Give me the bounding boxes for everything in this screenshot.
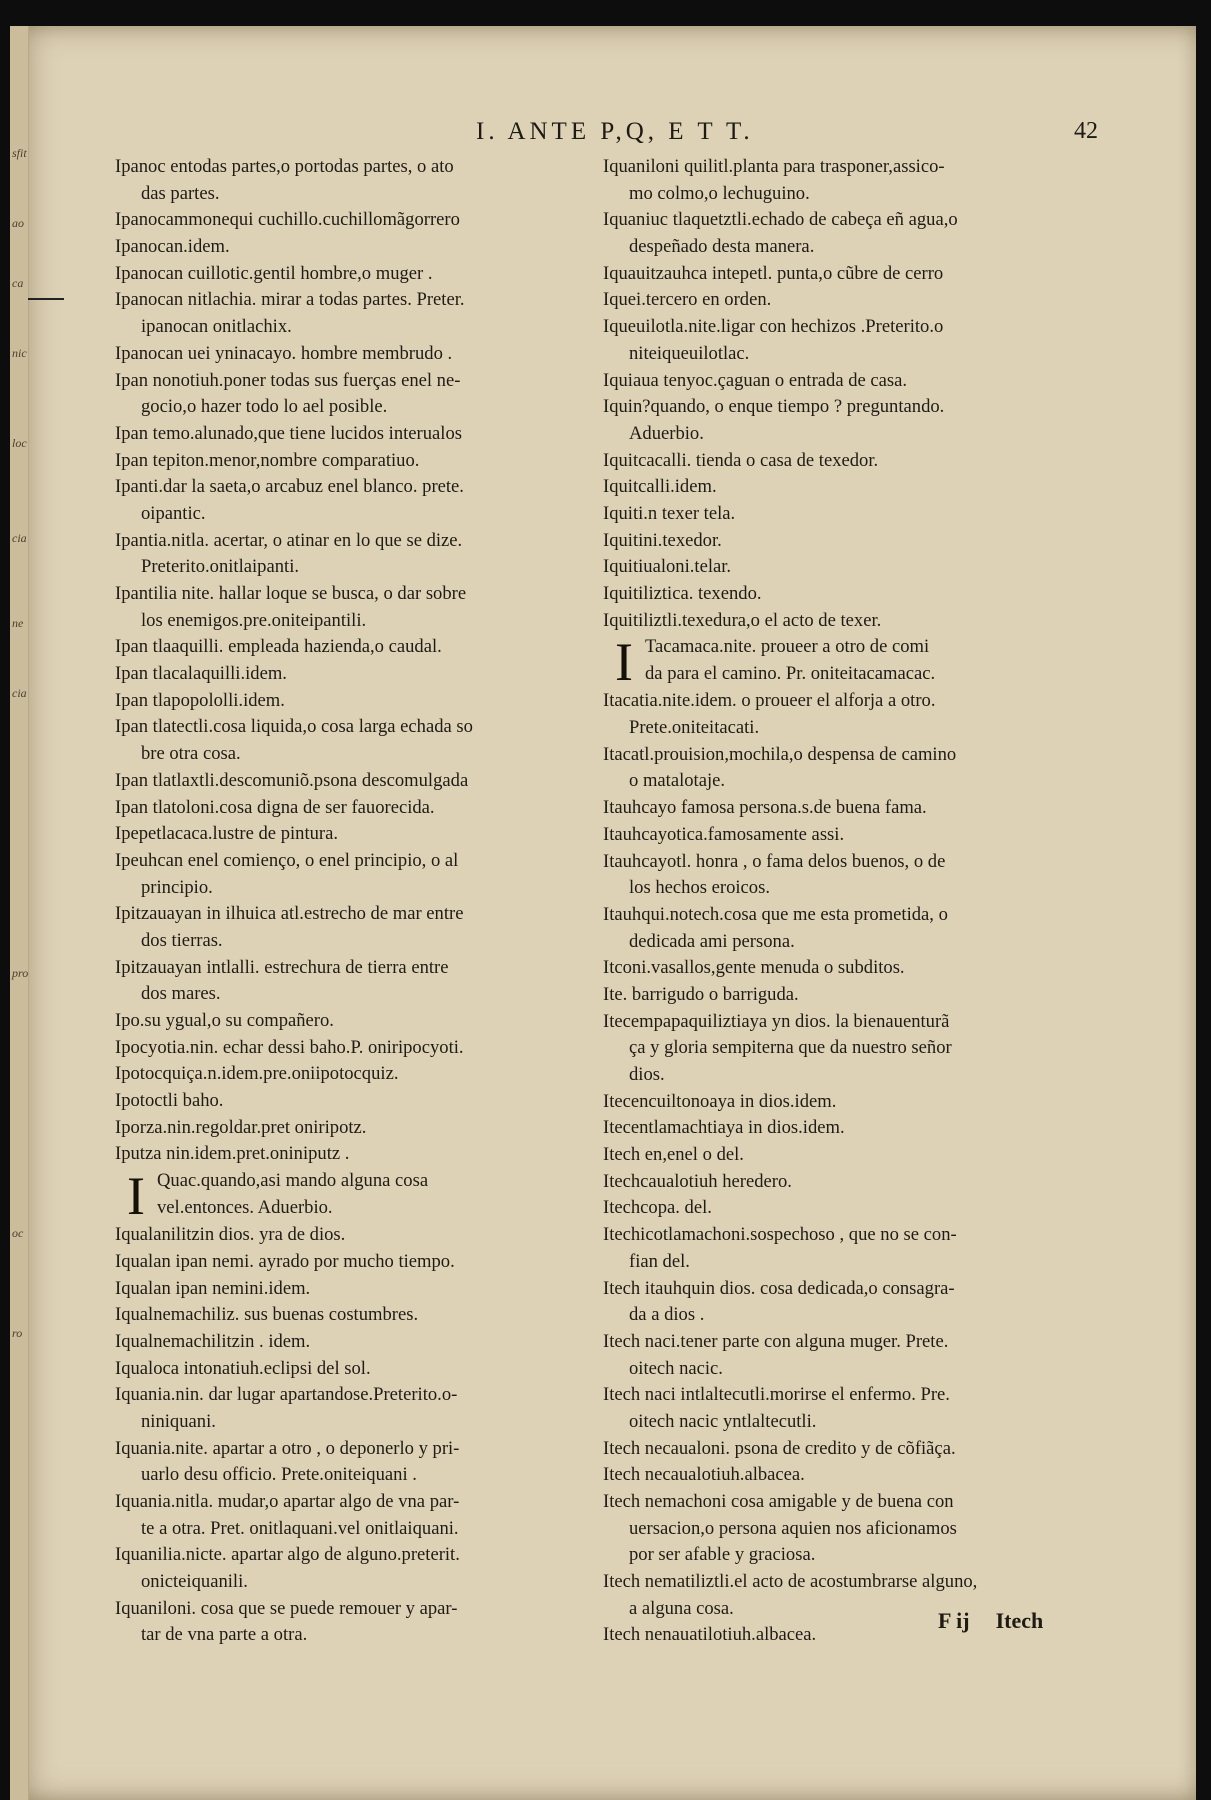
margin-fragment: ne xyxy=(12,616,24,630)
entry-line: Ipantia.nitla. acertar, o atinar en lo que se dize. xyxy=(115,529,463,551)
margin-fragment: ca xyxy=(12,276,24,290)
entry-line: Iputza nin.idem.pret.oniniputz . xyxy=(115,1143,350,1165)
entry-line: Iquauitzauhca intepetl. punta,o cũbre de cerro xyxy=(603,262,944,284)
entry-line: Quac.quando,asi mando alguna cosa xyxy=(157,1170,429,1192)
entry-line: Iquitiliztli.texedura,o el acto de texer. xyxy=(603,609,882,631)
entry-line: Ipanocan uei yninacayo. hombre membrudo . xyxy=(115,342,453,364)
entry-line: Ipan temo.alunado,que tiene lucidos interualos xyxy=(115,422,462,444)
entry-line: Iquitiliztica. texendo. xyxy=(603,583,762,604)
entry-line: Ipeuhcan enel comienço, o enel principio, o al xyxy=(115,849,459,871)
margin-fragment: cia xyxy=(12,531,27,545)
entry-continuation: fian del. xyxy=(629,1250,690,1272)
entry-continuation: bre otra cosa. xyxy=(141,743,241,765)
entry-line: Iquiaua tenyoc.çaguan o entrada de casa. xyxy=(603,369,908,391)
entry-line: Itecencuiltonoaya in dios.idem. xyxy=(603,1090,837,1112)
entry-line: Itacatia.nite.idem. o proueer el alforja a otro. xyxy=(603,690,936,712)
entry-line: Ipanti.dar la saeta,o arcabuz enel blanco. prete. xyxy=(115,476,464,498)
entry-continuation: uersacion,o persona aquien nos aficionamos xyxy=(629,1517,957,1539)
left-column xyxy=(115,154,593,1649)
entry-continuation: dos tierras. xyxy=(141,929,223,951)
entry-continuation: niteiqueuilotlac. xyxy=(629,342,750,364)
entry-line: Itechicotlamachoni.sospechoso , que no se con- xyxy=(603,1224,957,1246)
entry-line: Iquaniloni. cosa que se puede remouer y apar- xyxy=(115,1597,458,1619)
entry-line: Itacatl.prouision,mochila,o despensa de camino xyxy=(603,743,957,765)
entry-line: Ipan tlaaquilli. empleada hazienda,o caudal. xyxy=(115,636,442,658)
entry-line: Itauhcayo famosa persona.s.de buena fama. xyxy=(603,797,927,819)
entry-line: Tacamaca.nite. proueer a otro de comi xyxy=(645,636,930,658)
entry-line: Iquaniloni quilitl.planta para trasponer,assico- xyxy=(603,156,945,177)
entry-line: Ipo.su ygual,o su compañero. xyxy=(115,1010,334,1031)
entry-line: Ipocyotia.nin. echar dessi baho.P. oniripocyoti. xyxy=(115,1036,464,1058)
book-page xyxy=(10,26,1196,1800)
entry-line: Ite. barrigudo o barriguda. xyxy=(603,983,799,1005)
entry-line: Itech nenauatilotiuh.albacea. xyxy=(603,1624,817,1646)
margin-fragment: ro xyxy=(12,1326,23,1340)
drop-cap-entry xyxy=(115,1166,593,1227)
entry-line: Iquei.tercero en orden. xyxy=(603,289,772,311)
entry-continuation: da a dios . xyxy=(629,1304,705,1326)
entry-continuation: tar de vna parte a otra. xyxy=(141,1624,308,1646)
margin-fragment: nic xyxy=(12,346,27,360)
entry-line: Iquania.nin. dar lugar apartandose.Preterito.o- xyxy=(115,1384,458,1406)
entry-line: Iquaniuc tlaquetztli.echado de cabeça eñ agua,o xyxy=(603,209,958,231)
entry-continuation: gocio,o hazer todo lo ael posible. xyxy=(141,396,388,418)
entry-line: Itech itauhquin dios. cosa dedicada,o consagra- xyxy=(603,1277,955,1299)
entry-continuation: despeñado desta manera. xyxy=(629,236,815,258)
entry-line: Ipan tlatlaxtli.descomuniõ.psona descomulgada xyxy=(115,769,469,791)
signature-line xyxy=(938,1608,1069,1634)
entry-continuation: dos mares. xyxy=(141,983,221,1005)
entry-line: Itauhcayotl. honra , o fama delos buenos, o de xyxy=(603,850,946,872)
entry-continuation: a alguna cosa. xyxy=(629,1597,734,1619)
entry-line: Iqualanilitzin dios. yra de dios. xyxy=(115,1224,346,1246)
entry-line: Itauhqui.notech.cosa que me esta prometida, o xyxy=(603,903,948,925)
entry-line: Itech naci.tener parte con alguna muger. Prete. xyxy=(603,1330,949,1352)
entry-line: Itecentlamachtiaya in dios.idem. xyxy=(603,1117,845,1139)
entry-continuation: uarlo desu officio. Prete.oniteiquani . xyxy=(141,1464,417,1486)
entry-line: Iquitcacalli. tienda o casa de texedor. xyxy=(603,449,879,471)
margin-mark xyxy=(28,298,64,300)
entry-line: Iquania.nite. apartar a otro , o deponerlo y pri- xyxy=(115,1437,460,1459)
entry-continuation: mo colmo,o lechuguino. xyxy=(629,182,810,204)
entry-line: Itechcopa. del. xyxy=(603,1197,712,1219)
entry-line: Iporza.nin.regoldar.pret oniripotz. xyxy=(115,1116,367,1138)
entry-line: Iqualnemachilitzin . idem. xyxy=(115,1330,311,1352)
entry-line: Iqualnemachiliz. sus buenas costumbres. xyxy=(115,1304,419,1326)
entry-line: Ipanocan nitlachia. mirar a todas partes. Preter. xyxy=(115,289,465,311)
entry-line: Iqualoca intonatiuh.eclipsi del sol. xyxy=(115,1357,371,1379)
drop-cap: I xyxy=(127,1166,145,1227)
entry-line: Itech naci intlaltecutli.morirse el enfermo. Pre. xyxy=(603,1384,950,1406)
entry-line: Ipan nonotiuh.poner todas sus fuerças enel ne- xyxy=(115,369,461,391)
right-column xyxy=(603,154,1103,1649)
entry-continuation: oitech nacic yntlaltecutli. xyxy=(629,1410,817,1432)
entry-line: Ipotoctli baho. xyxy=(115,1090,224,1112)
entry-continuation: dios. xyxy=(629,1064,665,1085)
entry-continuation: oipantic. xyxy=(141,502,206,524)
entry-line: Iquin?quando, o enque tiempo ? preguntando. xyxy=(603,396,945,418)
margin-fragment: cia xyxy=(12,686,27,700)
entry-continuation: dedicada ami persona. xyxy=(629,930,795,952)
entry-continuation: Prete.oniteitacati. xyxy=(629,717,760,739)
entry-line: Iqueuilotla.nite.ligar con hechizos .Preterito.o xyxy=(603,316,944,338)
entry-line: Iquitiualoni.telar. xyxy=(603,556,732,578)
entry-continuation: ça y gloria sempiterna que da nuestro señor xyxy=(629,1037,952,1059)
entry-continuation: los hechos eroicos. xyxy=(629,877,770,899)
entry-continuation: o matalotaje. xyxy=(629,770,726,792)
drop-cap-entry xyxy=(603,632,1103,693)
entry-line: Itecempapaquiliztiaya yn dios. la bienauenturã xyxy=(603,1010,950,1032)
margin-fragment: ao xyxy=(12,216,24,230)
entry-line: Ipan tlacalaquilli.idem. xyxy=(115,663,287,685)
entry-line: Ipitzauayan intlalli. estrechura de tierra entre xyxy=(115,956,449,978)
entry-continuation: ipanocan onitlachix. xyxy=(141,316,292,338)
entry-line: vel.entonces. Aduerbio. xyxy=(157,1196,333,1218)
entry-continuation: por ser afable y graciosa. xyxy=(629,1544,816,1566)
page-number: 42 xyxy=(1074,118,1098,144)
entry-line: Iqualan ipan nemini.idem. xyxy=(115,1277,311,1299)
entry-continuation: onicteiquanili. xyxy=(141,1571,248,1593)
entry-line: Ipanocammonequi cuchillo.cuchillomãgorrero xyxy=(115,209,460,231)
entry-continuation: oitech nacic. xyxy=(629,1357,723,1379)
entry-line: Iquanilia.nicte. apartar algo de alguno.preterit. xyxy=(115,1544,460,1566)
facing-page-margin xyxy=(10,26,29,1800)
entry-line: Ipitzauayan in ilhuica atl.estrecho de mar entre xyxy=(115,903,464,925)
entry-line: da para el camino. Pr. oniteitacamacac. xyxy=(645,663,936,685)
entry-line: Itconi.vasallos,gente menuda o subditos. xyxy=(603,957,905,979)
margin-fragment: pro xyxy=(12,966,29,980)
entry-line: Ipan tlatectli.cosa liquida,o cosa larga echada so xyxy=(115,716,473,738)
entry-line: Itech nematiliztli.el acto de acostumbrarse alguno, xyxy=(603,1571,978,1593)
entry-continuation: te a otra. Pret. onitlaquani.vel onitlaiquani. xyxy=(141,1517,459,1539)
entry-line: Iquitini.texedor. xyxy=(603,529,722,551)
entry-line: Iquitcalli.idem. xyxy=(603,476,717,498)
entry-continuation: das partes. xyxy=(141,182,220,204)
margin-fragment: loc xyxy=(12,436,27,450)
entry-line: Itauhcayotica.famosamente assi. xyxy=(603,823,845,845)
signature-mark: F ij xyxy=(938,1608,970,1633)
entry-continuation: Preterito.onitlaipanti. xyxy=(141,556,300,578)
entry-line: Ipan tlatoloni.cosa digna de ser fauorecida. xyxy=(115,796,435,818)
margin-fragment: sfit xyxy=(12,146,27,160)
entry-line: Iquania.nitla. mudar,o apartar algo de vna par- xyxy=(115,1491,460,1512)
drop-cap: I xyxy=(615,632,633,693)
entry-line: Ipantilia nite. hallar loque se busca, o dar sobre xyxy=(115,583,467,604)
margin-fragment: oc xyxy=(12,1226,24,1240)
entry-line: Itech nemachoni cosa amigable y de buena con xyxy=(603,1491,954,1512)
entry-line: Itech en,enel o del. xyxy=(603,1144,744,1166)
entry-continuation: los enemigos.pre.oniteipantili. xyxy=(141,609,367,631)
catchword: Itech xyxy=(995,1608,1044,1633)
entry-line: Itech necaualoni. psona de credito y de cõfiãça. xyxy=(603,1437,956,1459)
entry-line: Ipanocan cuillotic.gentil hombre,o muger . xyxy=(115,262,433,284)
entry-line: Ipotocquiça.n.idem.pre.oniipotocquiz. xyxy=(115,1063,399,1085)
entry-line: Itechcaualotiuh heredero. xyxy=(603,1170,792,1192)
entry-line: Ipan tlapopololli.idem. xyxy=(115,689,285,711)
running-title: I. ANTE P,Q, E T T. xyxy=(476,118,754,145)
entry-continuation: Aduerbio. xyxy=(629,422,704,444)
entry-line: Ipepetlacaca.lustre de pintura. xyxy=(115,823,339,845)
entry-line: Iqualan ipan nemi. ayrado por mucho tiempo. xyxy=(115,1250,455,1272)
entry-line: Ipan tepiton.menor,nombre comparatiuo. xyxy=(115,449,420,471)
entry-line: Ipanoc entodas partes,o portodas partes, o ato xyxy=(115,156,454,177)
entry-line: Itech necaualotiuh.albacea. xyxy=(603,1464,805,1486)
entry-line: Iquiti.n texer tela. xyxy=(603,502,736,524)
entry-continuation: principio. xyxy=(141,876,213,898)
entry-continuation: niniquani. xyxy=(141,1410,216,1432)
entry-line: Ipanocan.idem. xyxy=(115,236,230,258)
